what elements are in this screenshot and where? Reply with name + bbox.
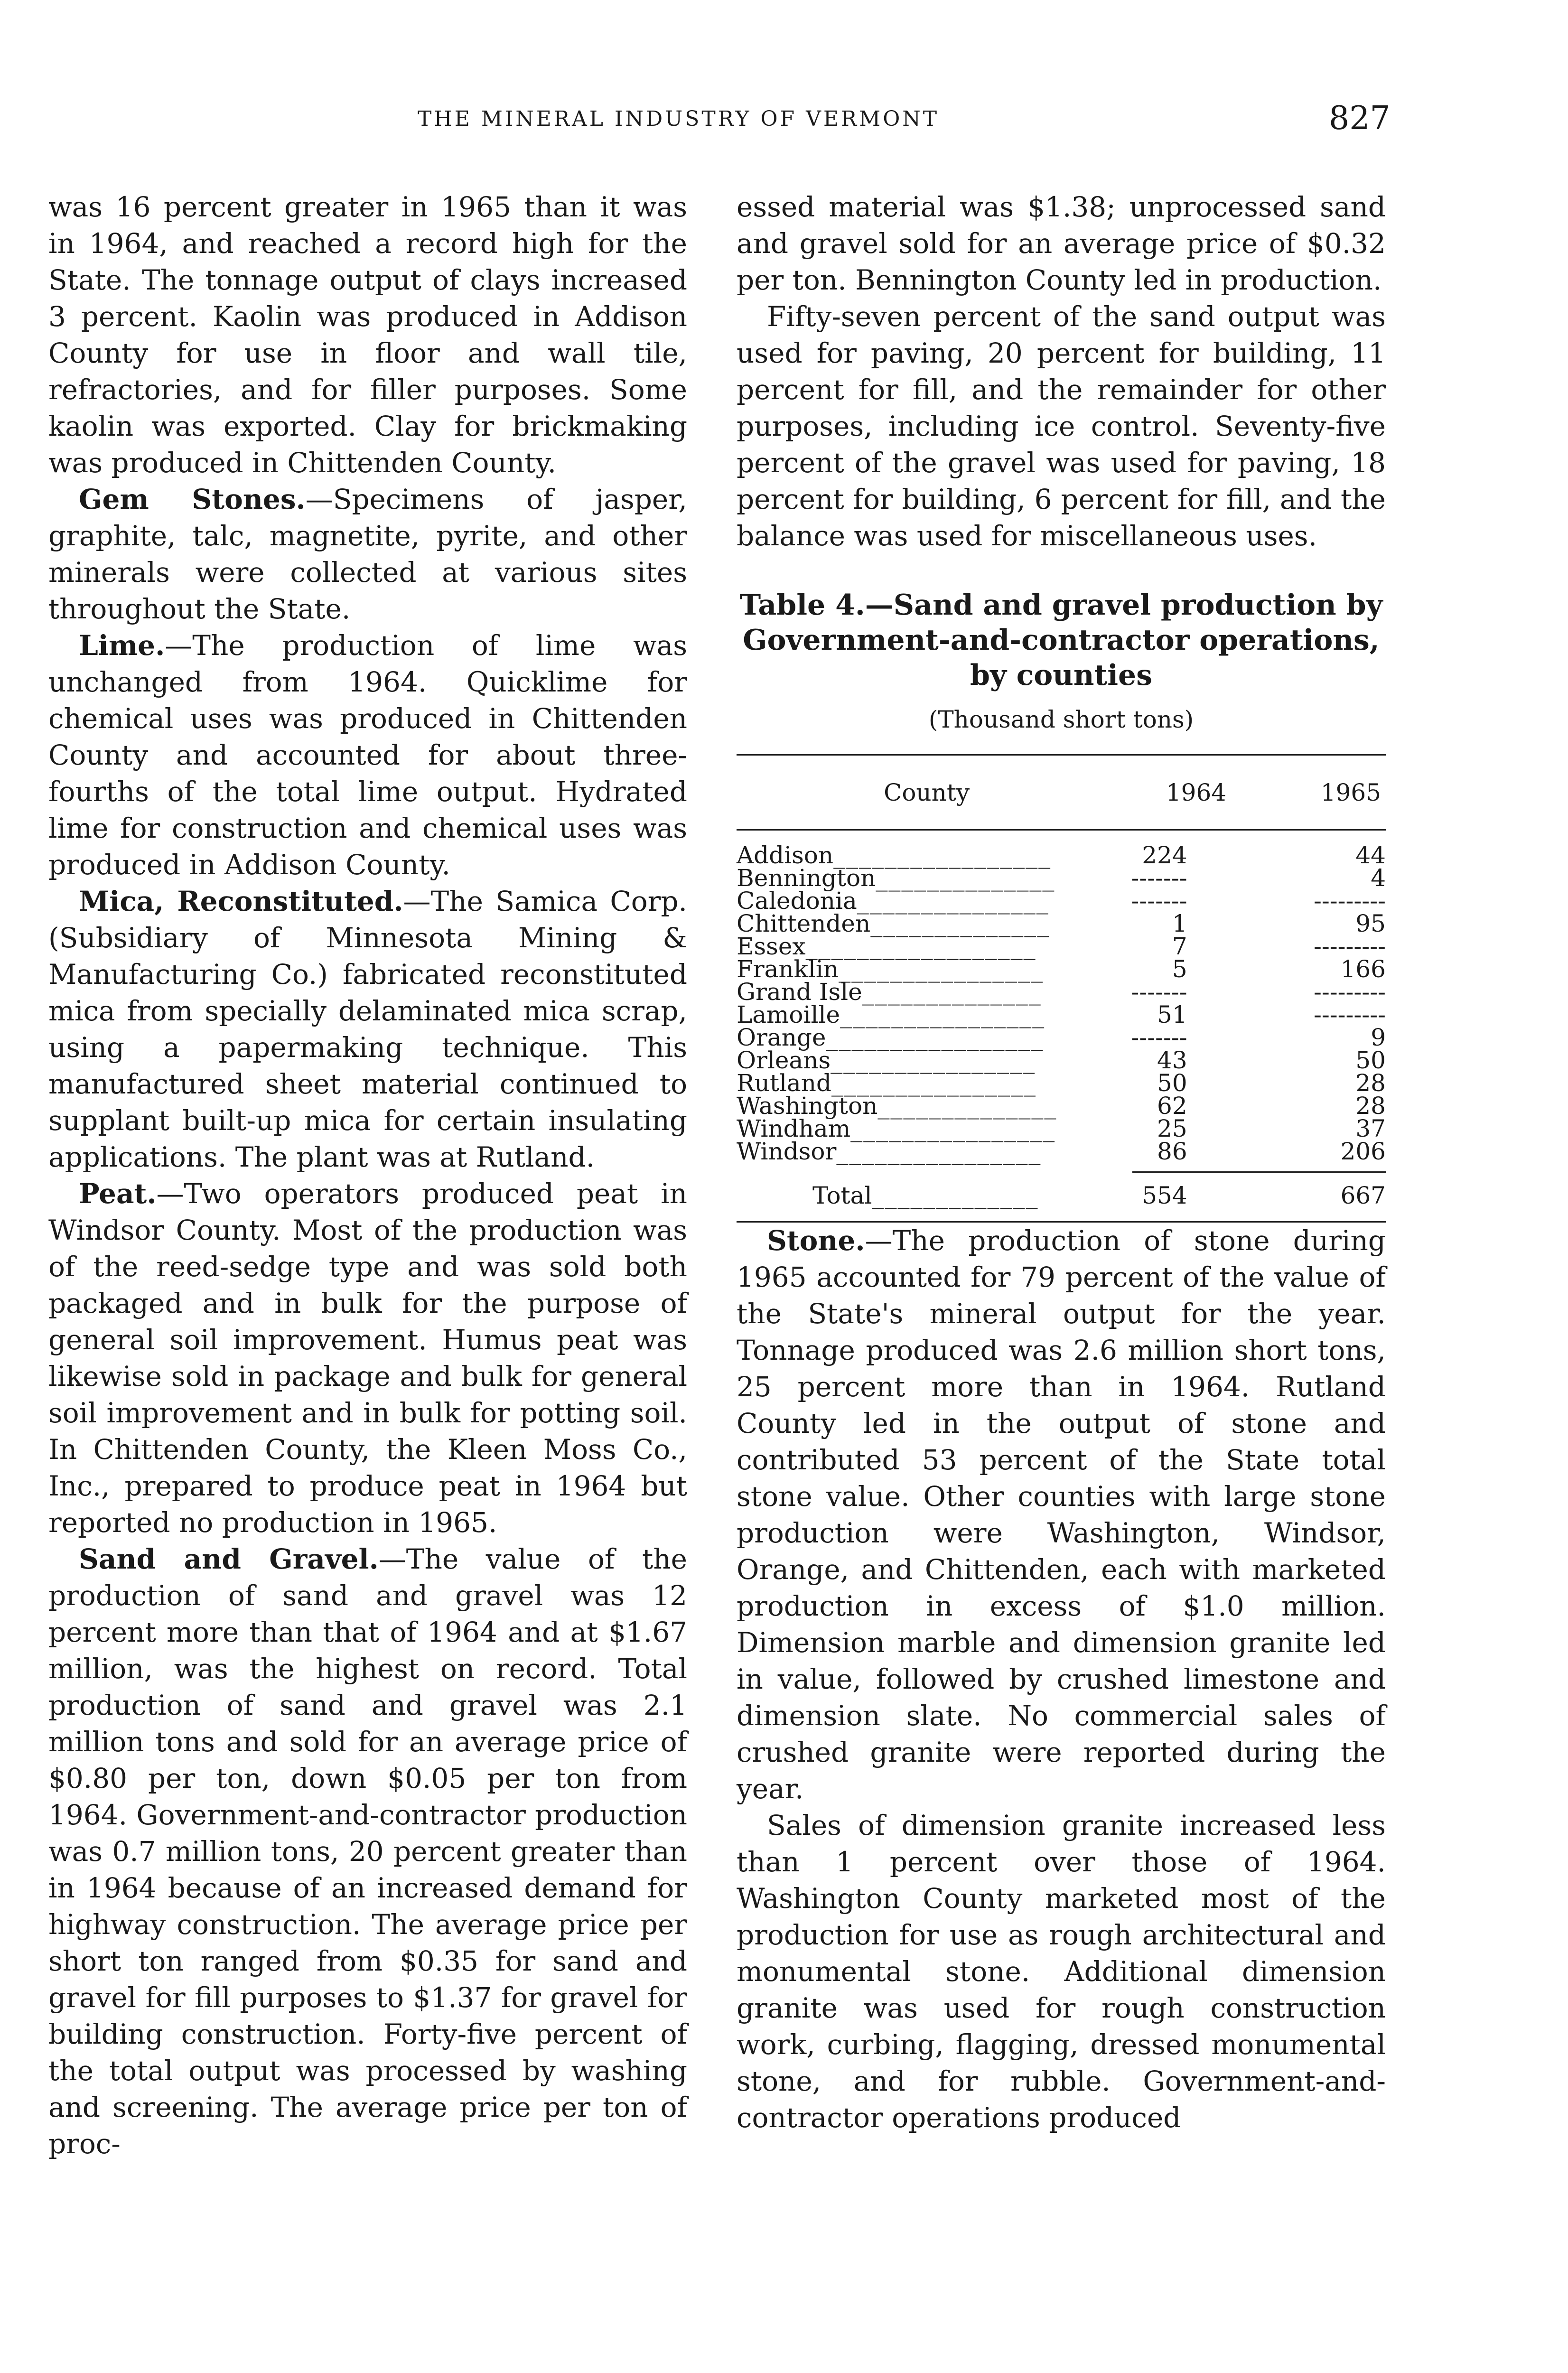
county-table: [737, 841, 1386, 1165]
value-1965: 50: [1355, 1046, 1386, 1074]
value-1965: 206: [1340, 1138, 1386, 1165]
right-column: [737, 189, 1386, 2136]
mica-paragraph: [48, 883, 687, 1176]
value-1965: 95: [1355, 910, 1386, 937]
gem-stones-heading: Gem Stones.: [79, 483, 306, 515]
county-name: Essex: [737, 933, 806, 960]
sand-gravel-paragraph: [48, 1541, 687, 2162]
lime-heading: Lime.: [79, 629, 165, 662]
value-1964: 1: [1172, 910, 1187, 937]
county-name: Caledonia: [737, 887, 857, 915]
sand-use-paragraph: Fifty-seven percent of the sand output was used for paving, 20 percent for building, 11 percent for fill, and the remainder for other purposes, including ice control. Seventy-five percent of the gravel was used for paving, 18 percent for building, 6 percent for fill, and the balance was used for miscellaneous uses.: [737, 300, 1386, 552]
value-1965: 4: [1371, 864, 1386, 892]
county-leader: ________________: [836, 1138, 1042, 1165]
county-leader: ________________: [840, 1001, 1045, 1028]
total-row: [737, 1184, 1386, 1207]
value-1964: 224: [1142, 841, 1187, 869]
county-name: Washington: [737, 1092, 878, 1120]
table-row: [737, 935, 1386, 958]
county-name: Windham: [737, 1115, 851, 1142]
county-leader: ________________: [839, 955, 1044, 983]
county-name: Bennington: [737, 864, 876, 892]
value-1964: 86: [1157, 1138, 1187, 1165]
county-leader: _______________: [857, 887, 1049, 915]
value-1964: 50: [1157, 1069, 1187, 1097]
table-row: [737, 1003, 1386, 1026]
county-leader: ________________: [831, 1069, 1036, 1097]
table-row: [737, 1094, 1386, 1117]
county-leader: ______________: [877, 1092, 1057, 1120]
value-1964: 5: [1172, 955, 1187, 983]
peat-paragraph: [48, 1176, 687, 1541]
table-row: [737, 1049, 1386, 1072]
county-leader: ______________: [876, 864, 1055, 892]
table-4: [737, 588, 1386, 1223]
total-leader: _____________: [872, 1182, 1039, 1209]
table-row: [737, 844, 1386, 867]
value-1964: 62: [1157, 1092, 1187, 1120]
gem-stones-text: —Specimens of jasper, graphite, talc, magnetite, pyrite, and other minerals were collected at various sites throughout the State.: [48, 483, 687, 625]
processed-price-paragraph: essed material was $1.38; unprocessed sand and gravel sold for an average price of $0.32 per ton. Bennington County led in production.: [737, 191, 1386, 296]
table-row: [737, 889, 1386, 912]
total-table: [737, 1184, 1386, 1207]
peat-heading: Peat.: [79, 1177, 157, 1210]
value-1965: 9: [1371, 1024, 1386, 1051]
sand-gravel-text: —The value of the production of sand and gravel was 12 percent more than that of 1964 and at $1.67 million, was the highest on record. Total production of sand and gravel was 2.1 million tons and sold for an average price of $0.80 per ton, down $0.05 per ton from 1964. Government-and-contractor production was 0.7 million tons, 20 percent greater than in 1964 because of an increased demand for highway construction. The average price per short ton ranged from $0.35 for sand and gravel for fill purposes to $1.37 for gravel for building construction. Forty-five percent of the total output was processed by washing and screening. The average price per ton of proc-: [48, 1543, 687, 2160]
value-1965: 28: [1355, 1069, 1386, 1097]
value-1965: 44: [1355, 841, 1386, 869]
stone-text: —The production of stone during 1965 accounted for 79 percent of the value of the State's mineral output for the year. Tonnage produced was 2.6 million short tons, 25 percent more than in 1964. Rutland County led in the output of stone and contributed 53 percent of the State total stone value. Other counties with large stone production were Washington, Windsor, Orange, and Chittenden, each with marketed production in excess of $1.0 million. Dimension marble and dimension granite led in value, followed by crushed limestone and dimension slate. No commercial sales of crushed granite were reported during the year.: [737, 1224, 1386, 1805]
granite-paragraph: Sales of dimension granite increased less than 1 percent over those of 1964. Washington County marketed most of the production for use as rough architectural and monumental stone. Additional dimension granite was used for rough construction work, curbing, flagging, dressed monumental stone, and for rubble. Government-and-contractor operations produced: [737, 1809, 1386, 2134]
county-name: Franklin: [737, 955, 839, 983]
table-caption: Table 4.—Sand and gravel production by Government-and-contractor operations, by counties: [739, 589, 1383, 692]
clay-paragraph: was 16 percent greater in 1965 than it was in 1964, and reached a record high for the State. The tonnage output of clays increased 3 percent. Kaolin was produced in Addison County for use in floor and wall tile, refractories, and for filler purposes. Some kaolin was exported. Clay for brickmaking was produced in Chittenden County.: [48, 191, 687, 479]
value-1964: 43: [1157, 1046, 1187, 1074]
county-leader: ______________: [870, 910, 1050, 937]
table-subtitle: (Thousand short tons): [928, 706, 1194, 733]
total-1964: 554: [1142, 1182, 1187, 1209]
value-1964: 51: [1157, 1001, 1187, 1028]
header-1964: 1964: [1166, 779, 1227, 806]
county-name: Orleans: [737, 1046, 831, 1074]
county-leader: ________________: [850, 1115, 1056, 1142]
county-name: Lamoille: [737, 1001, 840, 1028]
value-1965: 166: [1340, 955, 1386, 983]
mica-text: —The Samica Corp. (Subsidiary of Minnesota Mining & Manufacturing Co.) fabricated reconstituted mica from specially delaminated mica scrap, using a papermaking technique. This manufactured sheet material continued to supplant built-up mica for certain insulating applications. The plant was at Rutland.: [48, 885, 687, 1173]
stone-paragraph: [737, 1223, 1386, 1807]
value-1965: ---------: [1313, 978, 1386, 1006]
table-row: [737, 912, 1386, 935]
county-name: Grand Isle: [737, 978, 862, 1006]
value-1964: -------: [1131, 864, 1187, 892]
mica-heading: Mica, Reconstituted.: [79, 885, 403, 917]
county-name: Windsor: [737, 1138, 837, 1165]
header-1965: 1965: [1320, 779, 1381, 806]
peat-text: —Two operators produced peat in Windsor County. Most of the production was of the reed-sedge type and was sold both packaged and in bulk for the purpose of general soil improvement. Humus peat was likewise sold in package and bulk for general soil improvement and in bulk for potting soil. In Chittenden County, the Kleen Moss Co., Inc., prepared to produce peat in 1964 but reported no production in 1965.: [48, 1177, 687, 1539]
table-row: [737, 1026, 1386, 1049]
value-1965: ---------: [1313, 887, 1386, 915]
stone-heading: Stone.: [767, 1224, 865, 1257]
running-header: THE MINERAL INDUSTRY OF VERMONT: [418, 107, 940, 131]
county-name: Orange: [737, 1024, 826, 1051]
total-label: Total: [812, 1182, 872, 1209]
county-name: Chittenden: [737, 910, 871, 937]
value-1964: -------: [1131, 887, 1187, 915]
table-row: [737, 1117, 1386, 1140]
value-1964: 7: [1172, 933, 1187, 960]
value-1964: -------: [1131, 1024, 1187, 1051]
value-1965: ---------: [1313, 1001, 1386, 1028]
value-1964: 25: [1157, 1115, 1187, 1142]
value-1965: 28: [1355, 1092, 1386, 1120]
county-name: Rutland: [737, 1069, 831, 1097]
table-row: [737, 981, 1386, 1003]
table-row: [737, 958, 1386, 981]
lime-paragraph: [48, 627, 687, 883]
county-leader: ______________: [862, 978, 1042, 1006]
header-county: County: [884, 779, 970, 806]
page-number: 827: [1329, 100, 1391, 137]
table-row: [737, 1140, 1386, 1163]
table-row: [737, 867, 1386, 889]
county-leader: __________________: [805, 933, 1036, 960]
sand-gravel-heading: Sand and Gravel.: [79, 1543, 379, 1575]
total-1965: 667: [1340, 1182, 1386, 1209]
left-column: [48, 189, 687, 2162]
table-header-rule: [737, 829, 1386, 831]
value-1964: -------: [1131, 978, 1187, 1006]
county-leader: _________________: [826, 1024, 1044, 1051]
county-leader: ________________: [831, 1046, 1036, 1074]
county-name: Addison: [737, 841, 834, 869]
lime-text: —The production of lime was unchanged from 1964. Quicklime for chemical uses was produced in Chittenden County and accounted for about three-fourths of the total lime output. Hydrated lime for construction and chemical uses was produced in Addison County.: [48, 629, 687, 881]
value-1965: 37: [1355, 1115, 1386, 1142]
total-rule: [1132, 1171, 1386, 1173]
table-header-row: [737, 756, 1386, 829]
gem-stones-paragraph: [48, 481, 687, 627]
table-row: [737, 1072, 1386, 1094]
county-leader: _________________: [833, 841, 1052, 869]
value-1965: ---------: [1313, 933, 1386, 960]
